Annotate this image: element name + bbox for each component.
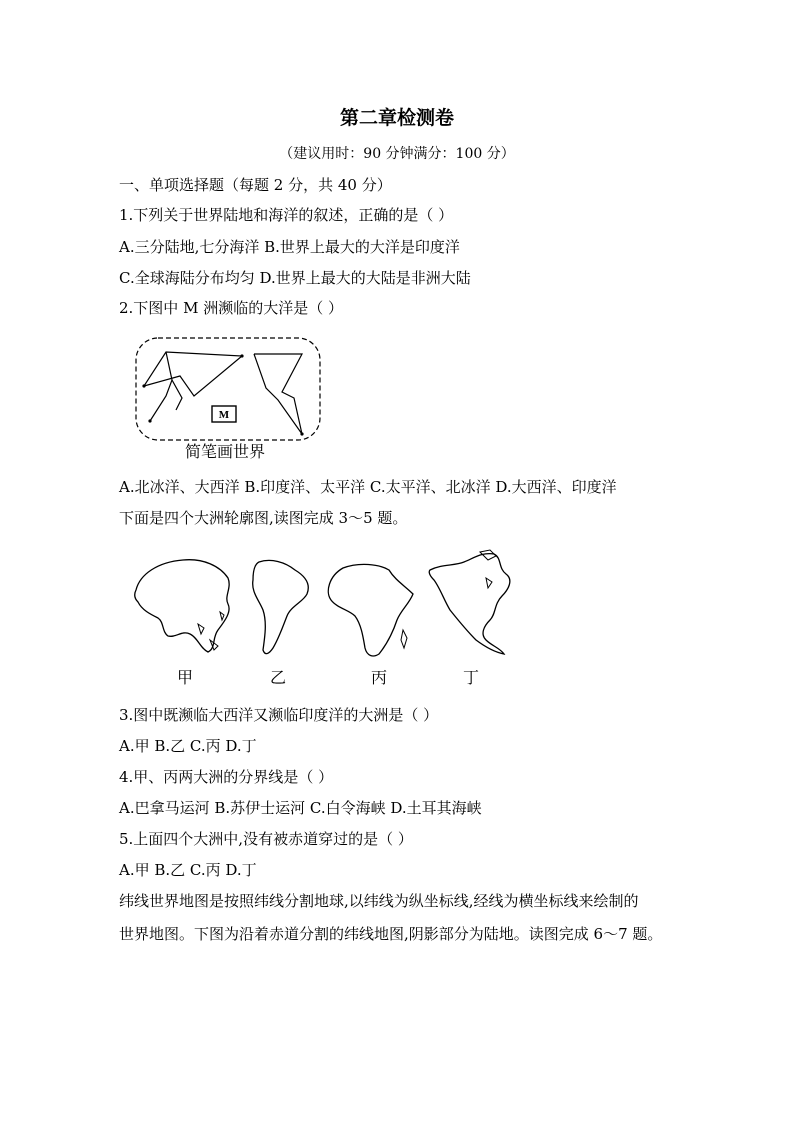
continent-label-yi: 乙 <box>270 668 287 687</box>
continent-label-ding: 丁 <box>463 668 480 687</box>
intro-3-5: 下面是四个大洲轮廓图,读图完成 3～5 题。 <box>119 509 408 527</box>
intro-6-7-line1: 纬线世界地图是按照纬线分割地球,以纬线为纵坐标线,经线为横坐标线来绘制的 <box>119 892 639 910</box>
map-caption: 简笔画世界 <box>185 442 266 461</box>
exam-subtitle: （建议用时：90 分钟满分：100 分） <box>279 146 515 162</box>
q2-stem: 2.下图中 M 洲濒临的大洋是（ ） <box>119 299 343 317</box>
m-continent-label: M <box>218 409 230 421</box>
continent-ding-outline <box>424 548 519 658</box>
q3-stem: 3.图中既濒临大西洋又濒临印度洋的大洲是（ ） <box>119 706 439 724</box>
q5-stem: 5.上面四个大洲中,没有被赤道穿过的是（ ） <box>119 830 413 848</box>
continent-label-bing: 丙 <box>371 668 388 687</box>
continent-bing-outline <box>323 560 418 665</box>
q2-options: A.北冰洋、大西洋 B.印度洋、太平洋 C.太平洋、北冰洋 D.大西洋、印度洋 <box>119 478 617 496</box>
q5-options: A.甲 B.乙 C.丙 D.丁 <box>119 861 257 879</box>
q4-stem: 4.甲、丙两大洲的分界线是（ ） <box>119 768 334 786</box>
continent-jia-outline <box>128 552 238 657</box>
q4-options: A.巴拿马运河 B.苏伊士运河 C.白令海峡 D.土耳其海峡 <box>119 799 482 817</box>
q1-stem: 1.下列关于世界陆地和海洋的叙述，正确的是（ ） <box>119 206 454 224</box>
sketch-world-map <box>132 336 332 446</box>
q1-options-line2: C.全球海陆分布均匀 D.世界上最大的大陆是非洲大陆 <box>119 269 471 287</box>
continent-label-jia: 甲 <box>177 668 194 687</box>
intro-6-7-line2: 世界地图。下图为沿着赤道分割的纬线地图,阴影部分为陆地。读图完成 6～7 题。 <box>119 925 663 943</box>
exam-title: 第二章检测卷 <box>339 107 454 129</box>
q1-options-line1: A.三分陆地,七分海洋 B.世界上最大的大洋是印度洋 <box>119 238 460 256</box>
q3-options: A.甲 B.乙 C.丙 D.丁 <box>119 737 257 755</box>
continent-yi-outline <box>247 556 317 661</box>
section-heading: 一、单项选择题（每题 2 分，共 40 分） <box>119 176 392 194</box>
